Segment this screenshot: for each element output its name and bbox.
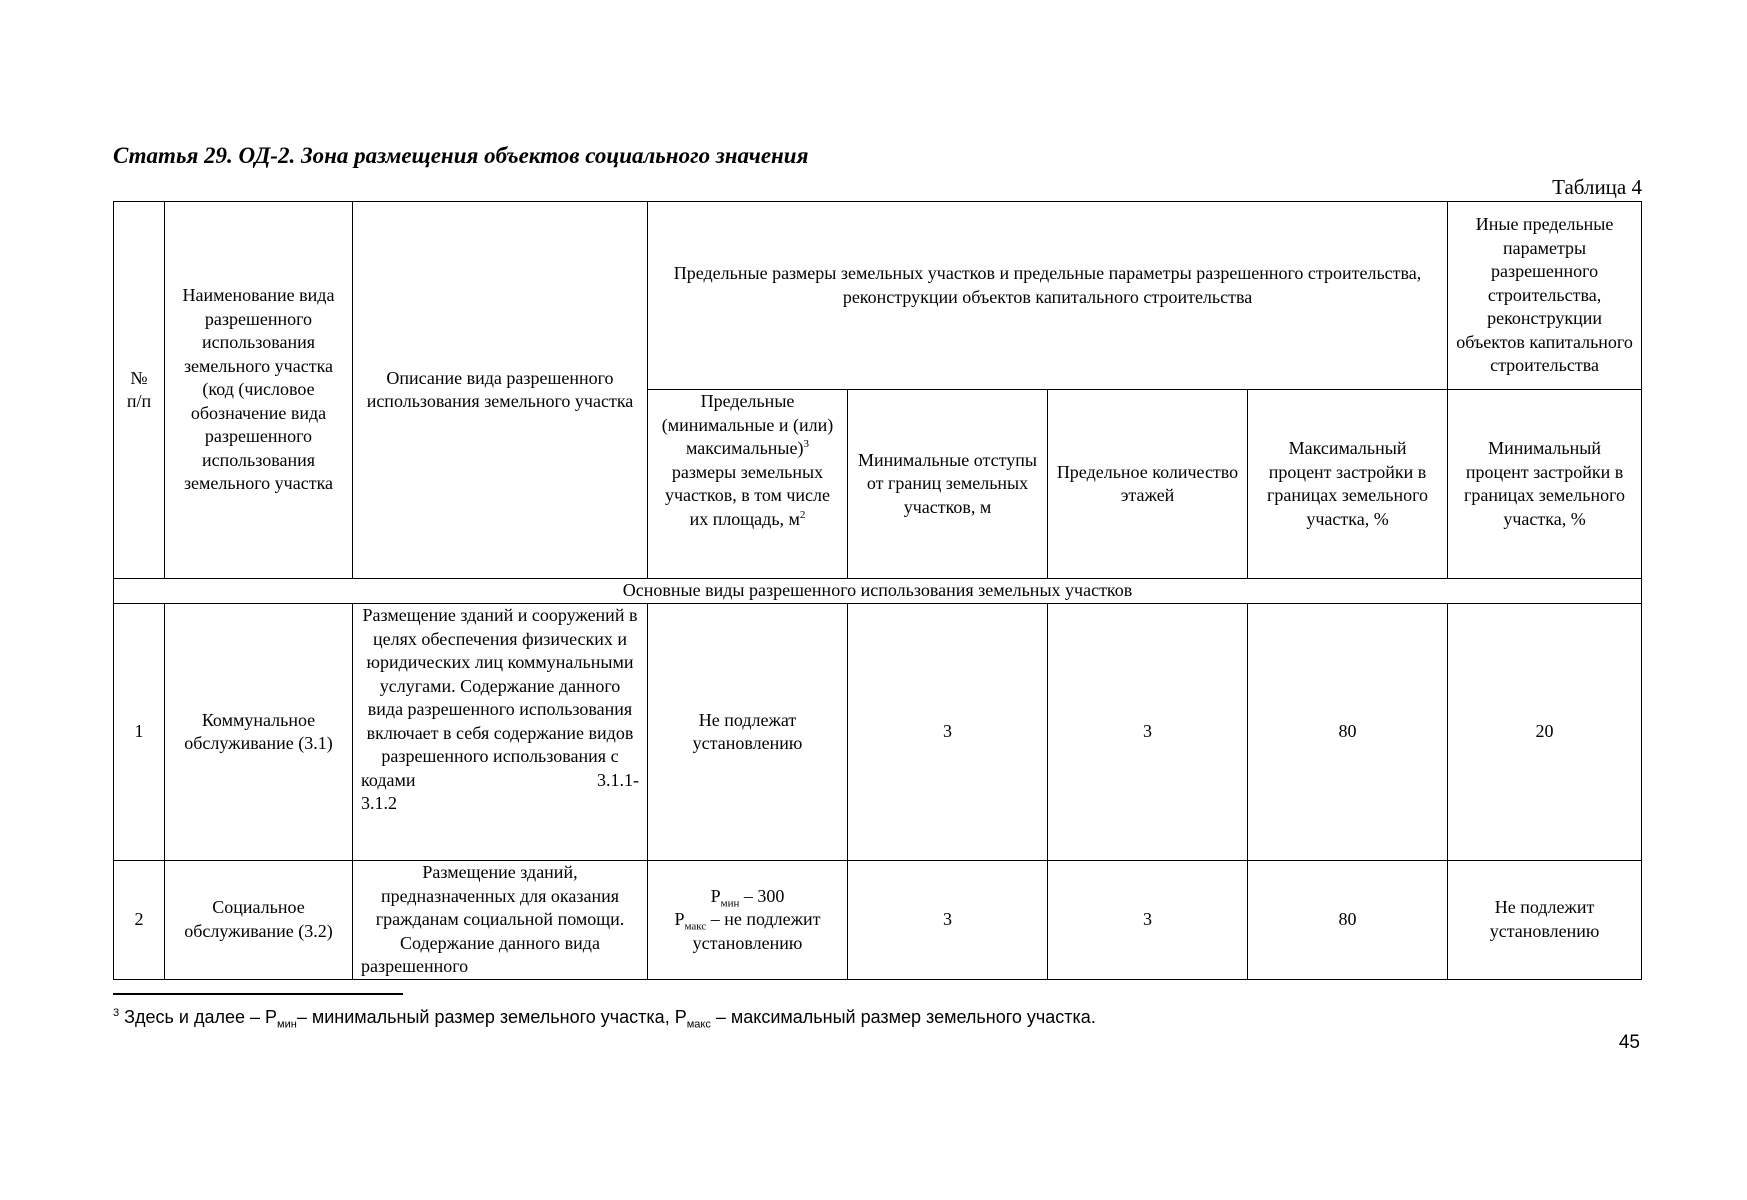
row-setback: 3 <box>848 861 1048 980</box>
header-use-name: Наименование вида разрешенного использования земельного участка (код (числовое обозначение вида разрешенного использования земельного участка <box>165 202 353 579</box>
section-heading: Основные виды разрешенного использования земельных участков <box>114 579 1642 604</box>
row-use-name: Социальное обслуживание (3.2) <box>165 861 353 980</box>
row-max-coverage: 80 <box>1248 861 1448 980</box>
header-other-params: Иные предельные параметры разрешенного строительства, реконструкции объектов капитального строительства <box>1448 202 1642 390</box>
header-setback: Минимальные отступы от границ земельных участков, м <box>848 390 1048 579</box>
row-use-description: Размещение зданий и сооружений в целях обеспечения физических и юридических лиц коммунальными услугами. Содержание данного вида разрешенного использования включает в себя содержание видов разрешенного использования с кодами 3.1.1- 3.1.2 <box>353 604 648 861</box>
header-max-coverage: Максимальный процент застройки в границах земельного участка, % <box>1248 390 1448 579</box>
row-number: 2 <box>114 861 165 980</box>
table-row <box>114 604 1642 861</box>
header-limits-group: Предельные размеры земельных участков и предельные параметры разрешенного строительства, реконструкции объектов капитального строительства <box>648 202 1448 390</box>
row-floors: 3 <box>1048 604 1248 861</box>
row-use-name: Коммунальное обслуживание (3.1) <box>165 604 353 861</box>
footnote-divider <box>113 993 403 995</box>
header-floors: Предельное количество этажей <box>1048 390 1248 579</box>
footnote: $^3$ Здесь и далее – $P_{мин}-$ минимальный размер земельного участка, $P_{макс}$ – максимальный размер земельного участка. <box>113 1007 1096 1031</box>
page-number: 45 <box>1618 1032 1640 1053</box>
row-max-coverage: 80 <box>1248 604 1448 861</box>
table-row <box>114 861 1642 980</box>
row-plot-size <box>648 861 848 980</box>
header-use-description: Описание вида разрешенного использования земельного участка <box>353 202 648 579</box>
row-floors: 3 <box>1048 861 1248 980</box>
table-label: Таблица 4 <box>1552 175 1642 199</box>
row-min-coverage: Не подлежит установлению <box>1448 861 1642 980</box>
land-use-table <box>113 201 1642 980</box>
row-number: 1 <box>114 604 165 861</box>
header-plot-size: Предельные (минимальные и (или) максимальные)$^3$ размеры земельных участков, в том числе их площадь, $м^2$ <box>648 390 848 579</box>
plot-size-min: $P_{мин} - 300$ <box>710 885 785 910</box>
row-use-description: Размещение зданий, предназначенных для оказания гражданам социальной помощи. Содержание данного вида разрешенного <box>353 861 648 980</box>
row-min-coverage: 20 <box>1448 604 1642 861</box>
header-number: № п/п <box>114 202 165 579</box>
article-title: Статья 29. ОД-2. Зона размещения объектов социального значения <box>113 143 809 168</box>
row-plot-size: Не подлежат установлению <box>648 604 848 861</box>
header-min-coverage: Минимальный процент застройки в границах земельного участка, % <box>1448 390 1642 579</box>
row-setback: 3 <box>848 604 1048 861</box>
plot-size-max: $P_{макс}$ – не подлежит установлению <box>674 909 821 953</box>
